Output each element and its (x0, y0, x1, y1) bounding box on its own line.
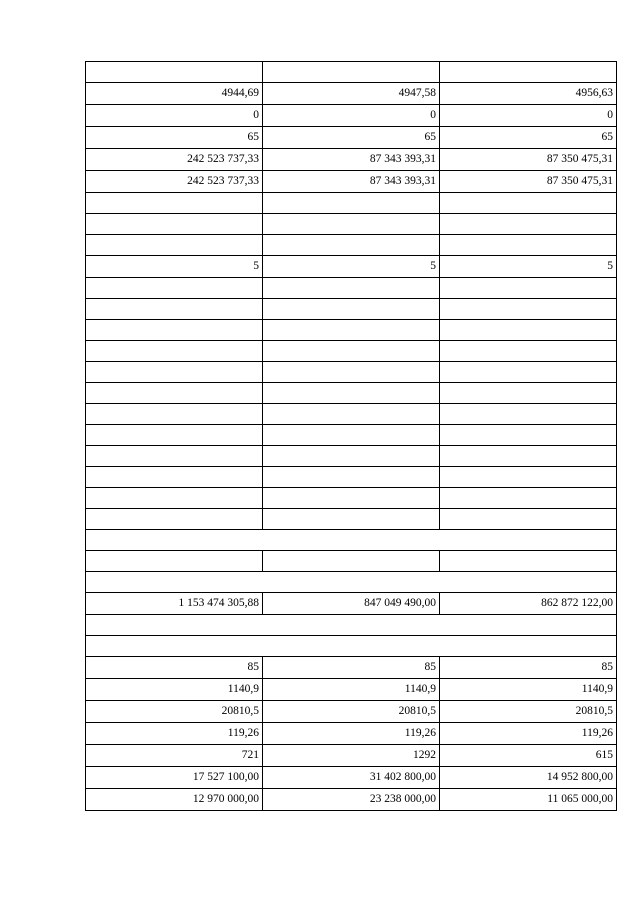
table-cell (86, 551, 263, 572)
table-row (86, 657, 617, 679)
data-table-body (86, 62, 617, 811)
table-cell: 0 (440, 105, 617, 127)
table-cell: 5 (86, 256, 263, 278)
table-cell: 31 402 800,00 (263, 767, 440, 789)
table-cell (263, 299, 440, 320)
data-table (85, 61, 617, 811)
table-cell: 85 (86, 657, 263, 679)
table-row (86, 214, 617, 235)
table-cell (263, 551, 440, 572)
table-cell: 242 523 737,33 (86, 171, 263, 193)
table-cell (263, 214, 440, 235)
table-cell: 4956,63 (440, 83, 617, 105)
table-row (86, 446, 617, 467)
table-cell (440, 235, 617, 256)
table-cell-merged (86, 636, 617, 657)
table-cell (86, 446, 263, 467)
table-cell: 20810,5 (440, 701, 617, 723)
table-row (86, 171, 617, 193)
table-cell (86, 320, 263, 341)
table-cell: 119,26 (440, 723, 617, 745)
table-cell (263, 467, 440, 488)
table-cell: 87 350 475,31 (440, 149, 617, 171)
table-cell (263, 404, 440, 425)
table-row (86, 341, 617, 362)
table-cell (440, 320, 617, 341)
table-cell (440, 278, 617, 299)
table-cell-merged (86, 615, 617, 636)
table-cell: 5 (440, 256, 617, 278)
table-cell: 85 (263, 657, 440, 679)
table-cell (440, 299, 617, 320)
table-row (86, 745, 617, 767)
table-cell: 5 (263, 256, 440, 278)
table-cell: 17 527 100,00 (86, 767, 263, 789)
table-row (86, 320, 617, 341)
table-row (86, 383, 617, 404)
table-cell: 65 (86, 127, 263, 149)
table-cell: 1140,9 (440, 679, 617, 701)
table-row (86, 530, 617, 551)
table-row (86, 83, 617, 105)
table-row (86, 767, 617, 789)
table-cell: 119,26 (86, 723, 263, 745)
table-row (86, 467, 617, 488)
table-cell (263, 62, 440, 83)
table-row (86, 149, 617, 171)
table-cell: 119,26 (263, 723, 440, 745)
table-cell: 847 049 490,00 (263, 593, 440, 615)
table-cell (86, 488, 263, 509)
table-cell (263, 320, 440, 341)
table-cell (440, 383, 617, 404)
table-cell (263, 446, 440, 467)
table-cell (263, 278, 440, 299)
table-cell: 20810,5 (263, 701, 440, 723)
table-cell: 12 970 000,00 (86, 789, 263, 811)
table-cell (440, 488, 617, 509)
table-cell (440, 341, 617, 362)
table-cell (440, 446, 617, 467)
table-cell (440, 62, 617, 83)
table-row (86, 636, 617, 657)
table-cell: 11 065 000,00 (440, 789, 617, 811)
table-row (86, 404, 617, 425)
table-row (86, 299, 617, 320)
table-cell (263, 488, 440, 509)
table-cell: 20810,5 (86, 701, 263, 723)
table-row (86, 235, 617, 256)
table-cell (86, 509, 263, 530)
table-cell: 65 (440, 127, 617, 149)
table-cell-merged (86, 572, 617, 593)
table-cell (86, 214, 263, 235)
table-cell (440, 467, 617, 488)
table-cell: 862 872 122,00 (440, 593, 617, 615)
table-cell: 0 (86, 105, 263, 127)
table-cell: 87 343 393,31 (263, 149, 440, 171)
table-cell: 721 (86, 745, 263, 767)
table-cell (263, 341, 440, 362)
table-cell (86, 425, 263, 446)
table-cell (86, 299, 263, 320)
table-cell (86, 404, 263, 425)
table-cell: 23 238 000,00 (263, 789, 440, 811)
table-cell (263, 362, 440, 383)
table-row (86, 572, 617, 593)
table-cell: 1140,9 (86, 679, 263, 701)
table-cell (86, 467, 263, 488)
table-cell (86, 341, 263, 362)
table-row (86, 509, 617, 530)
table-cell (440, 425, 617, 446)
table-cell: 1292 (263, 745, 440, 767)
table-row (86, 488, 617, 509)
table-cell: 85 (440, 657, 617, 679)
table-row (86, 615, 617, 636)
table-cell: 87 350 475,31 (440, 171, 617, 193)
table-cell (440, 404, 617, 425)
table-cell-merged (86, 530, 617, 551)
table-row (86, 679, 617, 701)
table-cell (86, 193, 263, 214)
table-cell: 615 (440, 745, 617, 767)
table-cell: 242 523 737,33 (86, 149, 263, 171)
table-cell: 4947,58 (263, 83, 440, 105)
table-row (86, 362, 617, 383)
table-cell (86, 383, 263, 404)
table-cell (440, 193, 617, 214)
table-cell (440, 362, 617, 383)
table-cell (86, 278, 263, 299)
table-row (86, 62, 617, 83)
table-cell (86, 62, 263, 83)
table-row (86, 593, 617, 615)
table-cell (263, 509, 440, 530)
table-row (86, 278, 617, 299)
table-row (86, 789, 617, 811)
table-cell (440, 214, 617, 235)
table-cell: 1 153 474 305,88 (86, 593, 263, 615)
table-cell (440, 509, 617, 530)
table-cell (263, 193, 440, 214)
table-cell (86, 235, 263, 256)
table-row (86, 105, 617, 127)
table-row (86, 701, 617, 723)
table-cell: 0 (263, 105, 440, 127)
table-cell (263, 383, 440, 404)
table-cell: 65 (263, 127, 440, 149)
table-row (86, 551, 617, 572)
table-row (86, 127, 617, 149)
table-cell: 4944,69 (86, 83, 263, 105)
table-row (86, 425, 617, 446)
table-cell (263, 235, 440, 256)
table-cell: 87 343 393,31 (263, 171, 440, 193)
table-row (86, 723, 617, 745)
table-cell (440, 551, 617, 572)
table-cell: 14 952 800,00 (440, 767, 617, 789)
table-cell (86, 362, 263, 383)
table-cell: 1140,9 (263, 679, 440, 701)
table-row (86, 193, 617, 214)
table-row (86, 256, 617, 278)
table-cell (263, 425, 440, 446)
